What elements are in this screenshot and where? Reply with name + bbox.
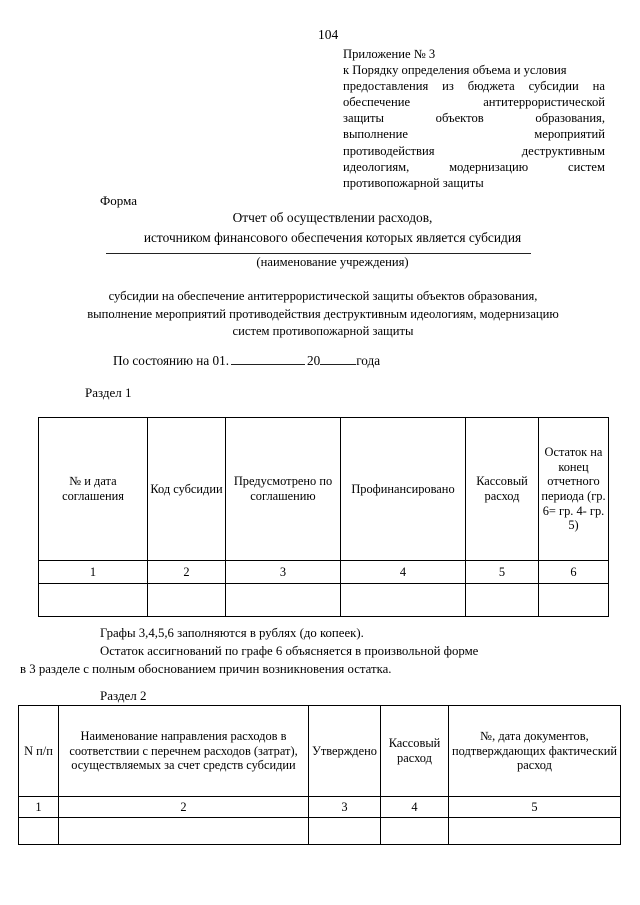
note-line-2: Остаток ассигнований по графе 6 объясняется в произвольной форме [100, 644, 479, 658]
appendix-line: идеологиям, модернизацию систем [343, 159, 605, 174]
header-cell-subsidy-code: Код субсидии [148, 418, 226, 561]
column-number: 4 [341, 561, 466, 584]
header-cell-cash-expense: Кассовый расход [466, 418, 539, 561]
data-cell[interactable] [341, 584, 466, 617]
header-cell-provided: Предусмотрено по соглашению [226, 418, 341, 561]
appendix-line: Приложение № 3 [343, 47, 436, 61]
data-cell[interactable] [381, 818, 449, 845]
data-cell[interactable] [39, 584, 148, 617]
table-header-row [19, 706, 621, 797]
header-cell-balance: Остаток на конец отчетного периода (гр. 6= гр. 4- гр. 5) [539, 418, 609, 561]
column-number: 4 [381, 797, 449, 818]
as-of-suffix: года [356, 353, 381, 368]
table-row [19, 818, 621, 845]
note-line-1: Графы 3,4,5,6 заполняются в рублях (до копеек). [100, 626, 364, 640]
appendix-line: предоставления из бюджета субсидии на [343, 79, 605, 94]
column-number: 6 [539, 561, 609, 584]
subsidy-purpose-paragraph [38, 288, 608, 341]
section-1-label: Раздел 1 [85, 385, 132, 400]
report-title [60, 208, 605, 248]
note-line-3: в 3 разделе с полным обоснованием причин возникновения остатка. [20, 662, 392, 676]
purpose-line-1: субсидии на обеспечение антитеррористической защиты объектов образования, [108, 289, 538, 303]
institution-name-rule [106, 253, 531, 254]
table-header-row [39, 418, 609, 561]
table-column-number-row [19, 797, 621, 818]
as-of-date-line [113, 353, 380, 369]
appendix-line: защиты объектов образования, [343, 111, 605, 126]
column-number: 2 [148, 561, 226, 584]
data-cell[interactable] [309, 818, 381, 845]
page-number: 104 [318, 27, 339, 42]
appendix-line: противодействия деструктивным [343, 143, 605, 158]
column-number: 1 [19, 797, 59, 818]
as-of-prefix: По состоянию на 01. [113, 353, 229, 368]
data-cell[interactable] [148, 584, 226, 617]
appendix-line: противопожарной защиты [343, 175, 484, 190]
column-number: 5 [466, 561, 539, 584]
header-cell-row-number: N п/п [19, 706, 59, 797]
purpose-line-2: выполнение мероприятий противодействия деструктивным идеологиям, модернизацию [87, 306, 559, 321]
data-cell[interactable] [59, 818, 309, 845]
purpose-line-3: систем противопожарной защиты [232, 324, 414, 338]
notes-block [20, 624, 600, 678]
report-title-line-1: Отчет об осуществлении расходов, [232, 210, 433, 225]
column-number: 1 [39, 561, 148, 584]
section-1-table [38, 417, 609, 617]
data-cell[interactable] [539, 584, 609, 617]
data-cell[interactable] [466, 584, 539, 617]
appendix-reference-block [343, 46, 605, 191]
header-cell-cash-expense: Кассовый расход [381, 706, 449, 797]
as-of-year-prefix: 20 [307, 353, 321, 368]
column-number: 5 [449, 797, 621, 818]
column-number: 3 [309, 797, 381, 818]
header-cell-expense-name: Наименование направления расходов в соответствии с перечнем расходов (затрат), осуществляемых за счет средств субсидии [59, 706, 309, 797]
section-2-label: Раздел 2 [100, 688, 147, 703]
data-cell[interactable] [19, 818, 59, 845]
data-cell[interactable] [226, 584, 341, 617]
header-cell-approved: Утверждено [309, 706, 381, 797]
column-number: 3 [226, 561, 341, 584]
appendix-line: к Порядку определения объема и условия [343, 63, 567, 78]
as-of-month-blank[interactable] [231, 364, 305, 365]
appendix-line: обеспечение антитеррористической [343, 95, 605, 110]
appendix-line: выполнение мероприятий [343, 127, 605, 142]
table-row [39, 584, 609, 617]
header-cell-financed: Профинансировано [341, 418, 466, 561]
institution-name-caption: (наименование учреждения) [256, 255, 409, 269]
header-cell-supporting-docs: №, дата документов, подтверждающих фактический расход [449, 706, 621, 797]
data-cell[interactable] [449, 818, 621, 845]
header-cell-agreement: № и дата соглашения [39, 418, 148, 561]
table-column-number-row [39, 561, 609, 584]
column-number: 2 [59, 797, 309, 818]
as-of-year-blank[interactable] [320, 364, 356, 365]
report-title-line-2: источником финансового обеспечения которых является субсидия [143, 230, 522, 245]
form-label: Форма [100, 193, 137, 208]
section-2-table [18, 705, 621, 845]
